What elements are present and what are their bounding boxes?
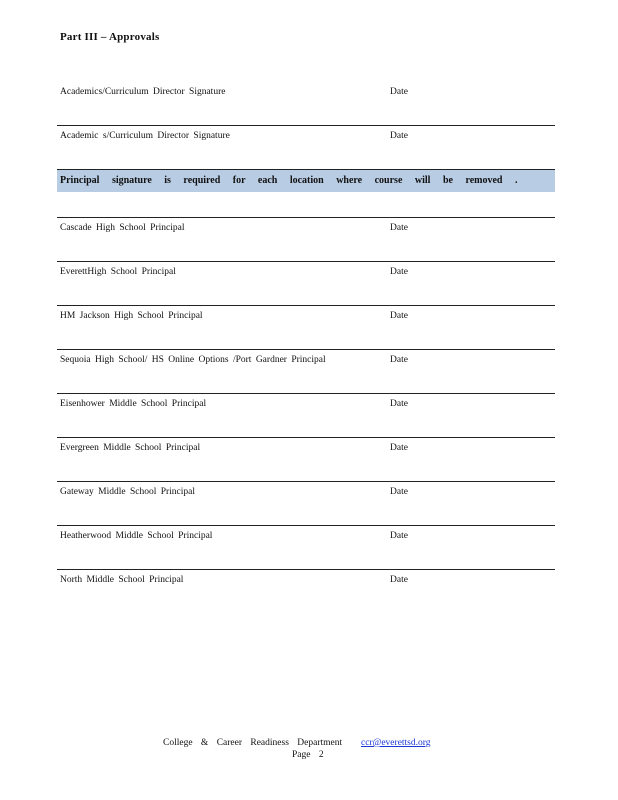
principal-row-north [57, 570, 555, 614]
date-label: Date [390, 267, 408, 277]
principal-row-everett [57, 262, 555, 306]
principal-row-evergreen [57, 438, 555, 482]
approval-row-2 [57, 126, 555, 170]
signature-label: EverettHigh School Principal [60, 267, 176, 277]
signature-label: Academic s/Curriculum Director Signature [60, 131, 230, 141]
date-label: Date [390, 531, 408, 541]
signature-label: Heatherwood Middle School Principal [60, 531, 213, 541]
signature-label: Sequoia High School/ HS Online Options /Port Gardner Principal [60, 355, 326, 365]
page-number: Page 2 [292, 750, 324, 760]
principal-row-eisenhower [57, 394, 555, 438]
principal-row-cascade [57, 218, 555, 262]
signature-label: Cascade High School Principal [60, 223, 185, 233]
signature-label: Evergreen Middle School Principal [60, 443, 201, 453]
date-label: Date [390, 131, 408, 141]
date-label: Date [390, 575, 408, 585]
date-label: Date [390, 87, 408, 97]
signature-label: Eisenhower Middle School Principal [60, 399, 207, 409]
date-label: Date [390, 443, 408, 453]
date-label: Date [390, 487, 408, 497]
date-label: Date [390, 223, 408, 233]
signature-label: Academics/Curriculum Director Signature [60, 87, 226, 97]
department-name: College & Career Readiness Department [163, 738, 343, 748]
signature-label: Gateway Middle School Principal [60, 487, 196, 497]
principal-row-gateway [57, 482, 555, 526]
principal-requirement-banner [57, 170, 555, 192]
principal-row-heatherwood [57, 526, 555, 570]
date-label: Date [390, 311, 408, 321]
approval-row-1 [57, 82, 555, 126]
principal-row-sequoia [57, 350, 555, 394]
principal-row-jackson [57, 306, 555, 350]
email-link[interactable]: ccr@everettsd.org [361, 738, 431, 748]
banner-text: Principal signature is required for each location where course will be removed . [60, 175, 518, 186]
section-heading: Part III – Approvals [60, 31, 160, 43]
date-label: Date [390, 399, 408, 409]
signature-label: HM Jackson High School Principal [60, 311, 203, 321]
signature-label: North Middle School Principal [60, 575, 184, 585]
date-label: Date [390, 355, 408, 365]
